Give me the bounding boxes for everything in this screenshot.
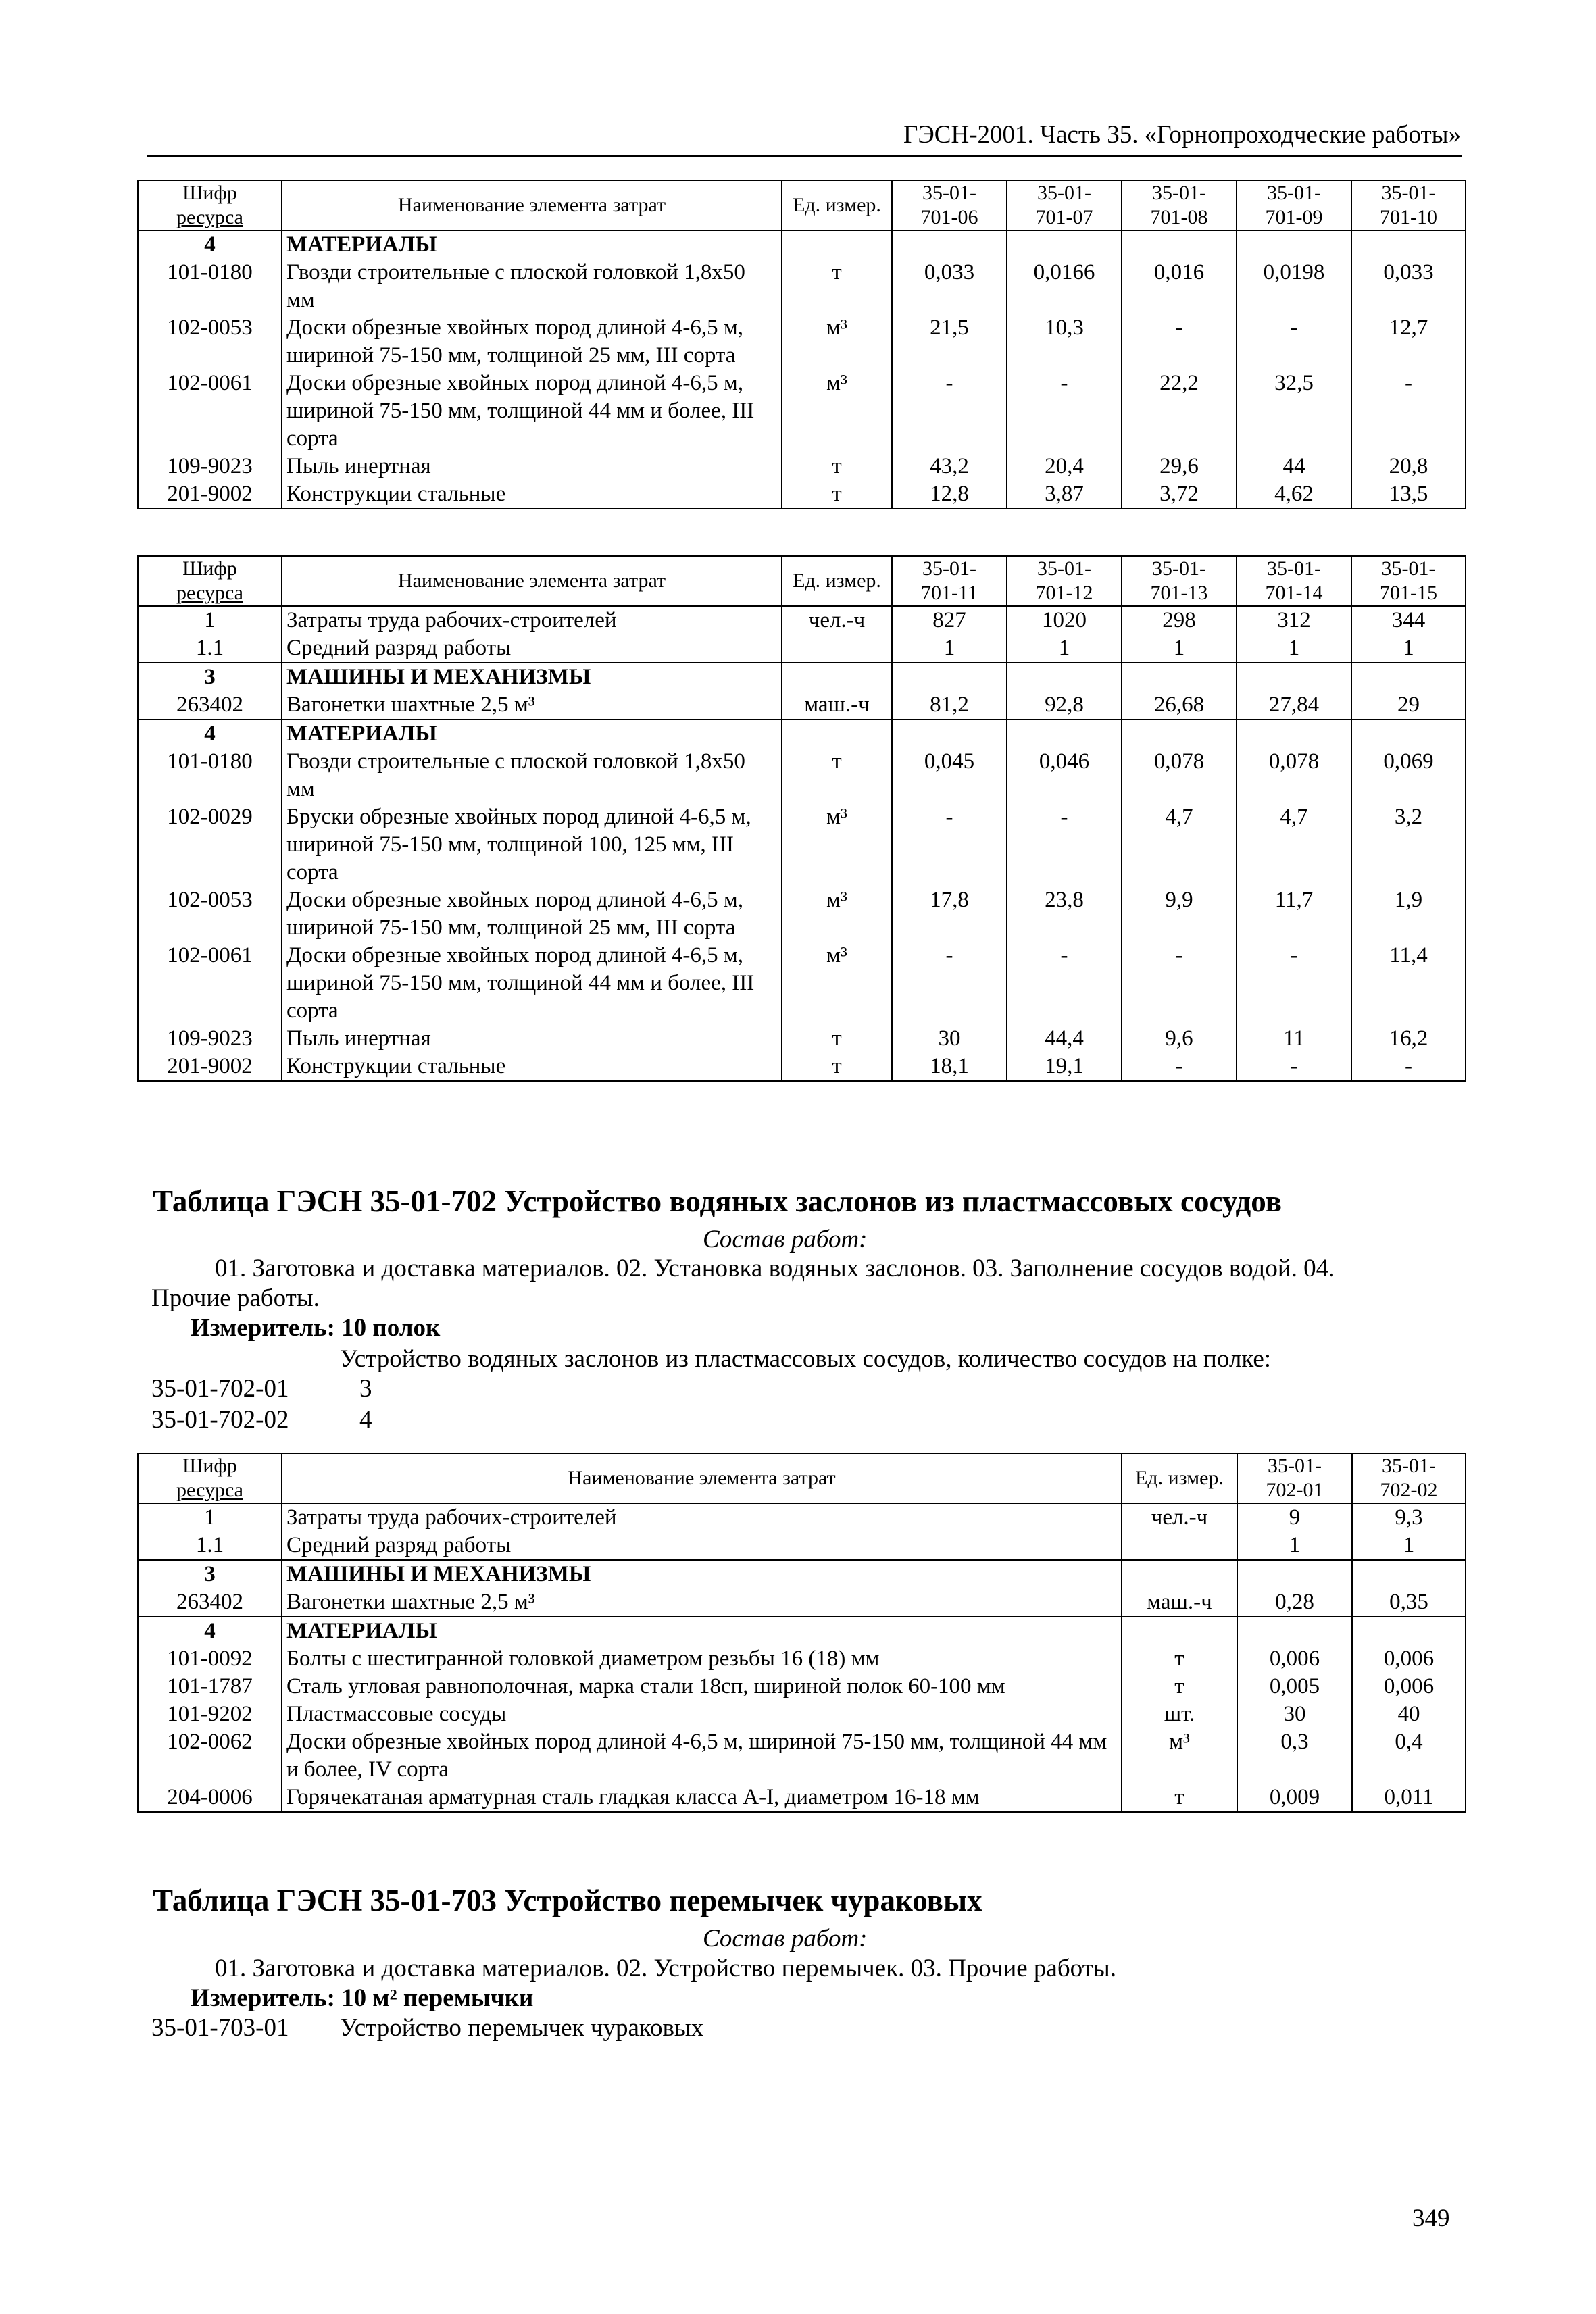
col-header-norm (1007, 180, 1122, 230)
table-row (138, 748, 1466, 803)
col-header-norm-line1: 35-01- (1267, 557, 1321, 580)
cell-unit (1122, 1560, 1237, 1588)
section-703-sostav: Состав работ: (703, 1925, 868, 1953)
table-row (138, 1503, 1466, 1532)
cell-value: 9,6 (1122, 1025, 1237, 1053)
cell-value: 312 (1237, 606, 1351, 634)
cell-value: 0,006 (1237, 1645, 1352, 1673)
cell-value: 3,72 (1122, 480, 1237, 509)
cell-value: - (1007, 803, 1122, 886)
col-header-norm (892, 556, 1007, 606)
col-header-norm-line2: 702-02 (1380, 1479, 1438, 1501)
col-header-norm-line1: 35-01- (1037, 182, 1091, 204)
cell-name: Доски обрезные хвойных пород длиной 4-6,5 м, шириной 75-150 мм, толщиной 44 мм и более, IV сорта (282, 1728, 1122, 1784)
cell-name: Доски обрезные хвойных пород длиной 4-6,5 м, шириной 75-150 мм, толщиной 25 мм, III сорта (282, 886, 782, 942)
table-701-06-10 (137, 180, 1466, 509)
page-number: 349 (1412, 2205, 1450, 2232)
cell-value: 0,3 (1237, 1728, 1352, 1784)
col-header-norm (1237, 556, 1351, 606)
cell-value: 4,7 (1122, 803, 1237, 886)
cell-code: 102-0062 (138, 1728, 282, 1784)
cell-value: 0,009 (1237, 1784, 1352, 1812)
col-header-unit: Ед. измер. (782, 180, 892, 230)
cell-code: 101-9202 (138, 1701, 282, 1728)
cell-name: Горячекатаная арматурная сталь гладкая класса А-I, диаметром 16-18 мм (282, 1784, 1122, 1812)
col-header-norm-line1: 35-01- (1037, 557, 1091, 580)
col-header-code (138, 556, 282, 606)
cell-name: МАТЕРИАЛЫ (282, 230, 782, 259)
cell-value: 13,5 (1351, 480, 1466, 509)
col-header-unit: Ед. измер. (782, 556, 892, 606)
table-row (138, 1673, 1466, 1701)
cell-value: - (1351, 1053, 1466, 1081)
cell-value (892, 663, 1007, 691)
table-row (138, 230, 1466, 259)
cell-value (1237, 230, 1351, 259)
cell-unit: т (782, 259, 892, 314)
cell-value: 298 (1122, 606, 1237, 634)
cell-unit: т (1122, 1673, 1237, 1701)
col-header-norm-line1: 35-01- (1381, 557, 1436, 580)
cell-name: Вагонетки шахтные 2,5 м³ (282, 691, 782, 720)
col-header-norm-line2: 701-08 (1150, 206, 1208, 228)
cell-name: Гвозди строительные с плоской головкой 1,8x50 мм (282, 259, 782, 314)
cell-value: 16,2 (1351, 1025, 1466, 1053)
cell-name: Пыль инертная (282, 1025, 782, 1053)
cell-value: 0,0166 (1007, 259, 1122, 314)
section-702-title: Таблица ГЭСН 35-01-702 Устройство водяных заслонов из пластмассовых сосудов (153, 1184, 1282, 1218)
cell-unit: м³ (782, 886, 892, 942)
cell-value: 9,3 (1352, 1503, 1466, 1532)
table-row (138, 1053, 1466, 1081)
cell-code: 101-0180 (138, 748, 282, 803)
col-header-name: Наименование элемента затрат (282, 180, 782, 230)
section-702-desc: Устройство водяных заслонов из пластмассовых сосудов, количество сосудов на полке: (340, 1345, 1272, 1373)
cell-code: 1 (138, 1503, 282, 1532)
cell-name: Затраты труда рабочих-строителей (282, 1503, 1122, 1532)
col-header-norm (1007, 556, 1122, 606)
cell-name: Гвозди строительные с плоской головкой 1,8x50 мм (282, 748, 782, 803)
table-row (138, 1728, 1466, 1784)
cell-unit: т (782, 480, 892, 509)
table-row (138, 314, 1466, 370)
cell-value: 0,006 (1352, 1673, 1466, 1701)
cell-value: 0,006 (1352, 1645, 1466, 1673)
cell-code: 109-9023 (138, 453, 282, 480)
col-header-norm (1351, 556, 1466, 606)
cell-value: 0,046 (1007, 748, 1122, 803)
cell-code: 102-0061 (138, 942, 282, 1025)
table-row (138, 1784, 1466, 1812)
cell-value: - (1122, 1053, 1237, 1081)
cell-name: Конструкции стальные (282, 1053, 782, 1081)
cell-code: 4 (138, 230, 282, 259)
cell-value: 26,68 (1122, 691, 1237, 720)
cell-value: 11,4 (1351, 942, 1466, 1025)
running-header: ГЭСН-2001. Часть 35. «Горнопроходческие работы» (903, 121, 1461, 149)
col-header-norm-line1: 35-01- (1382, 1455, 1436, 1477)
cell-unit: т (782, 1053, 892, 1081)
cell-code: 3 (138, 663, 282, 691)
cell-code: 101-1787 (138, 1673, 282, 1701)
cell-value (1122, 663, 1237, 691)
table-row (138, 1645, 1466, 1673)
col-header-norm (1351, 180, 1466, 230)
cell-value (1007, 663, 1122, 691)
section-702-item-2-val: 4 (359, 1406, 372, 1434)
cell-value (1237, 1617, 1352, 1645)
cell-unit: т (1122, 1784, 1237, 1812)
col-header-code-line2: ресурса (176, 1479, 243, 1501)
cell-value: - (1237, 314, 1351, 370)
cell-value (1351, 230, 1466, 259)
cell-value: 44 (1237, 453, 1351, 480)
col-header-code (138, 1453, 282, 1503)
cell-code: 101-0092 (138, 1645, 282, 1673)
cell-value (892, 230, 1007, 259)
col-header-norm-line1: 35-01- (1267, 182, 1321, 204)
cell-value (1007, 230, 1122, 259)
cell-unit (782, 720, 892, 748)
cell-code: 3 (138, 1560, 282, 1588)
cell-code: 1 (138, 606, 282, 634)
cell-value: 9,9 (1122, 886, 1237, 942)
col-header-norm-line1: 35-01- (1152, 182, 1206, 204)
cell-code: 102-0053 (138, 886, 282, 942)
col-header-norm-line1: 35-01- (922, 182, 976, 204)
cell-unit: т (782, 453, 892, 480)
cell-value: 1,9 (1351, 886, 1466, 942)
cell-value: 43,2 (892, 453, 1007, 480)
cell-name: МАШИНЫ И МЕХАНИЗМЫ (282, 663, 782, 691)
cell-code: 1.1 (138, 634, 282, 663)
cell-code: 109-9023 (138, 1025, 282, 1053)
cell-unit: м³ (782, 942, 892, 1025)
cell-value: 0,016 (1122, 259, 1237, 314)
section-703-item-desc: Устройство перемычек чураковых (340, 2014, 704, 2042)
cell-value: 9 (1237, 1503, 1352, 1532)
col-header-unit: Ед. измер. (1122, 1453, 1237, 1503)
header-row (138, 180, 1466, 230)
section-702-sostav: Состав работ: (703, 1226, 868, 1253)
cell-value: - (892, 942, 1007, 1025)
cell-code: 101-0180 (138, 259, 282, 314)
cell-unit: м³ (782, 803, 892, 886)
section-702-works-1: 01. Заготовка и доставка материалов. 02. Установка водяных заслонов. 03. Заполнение сосудов водой. 04. (215, 1255, 1335, 1282)
table-row (138, 480, 1466, 509)
cell-unit: м³ (1122, 1728, 1237, 1784)
cell-value: 92,8 (1007, 691, 1122, 720)
cell-value (1352, 1617, 1466, 1645)
col-header-code-line2: ресурса (176, 582, 243, 604)
cell-value: 4,62 (1237, 480, 1351, 509)
table-row (138, 606, 1466, 634)
col-header-norm-line2: 701-06 (920, 206, 978, 228)
cell-name: МАТЕРИАЛЫ (282, 1617, 1122, 1645)
table-row (138, 803, 1466, 886)
cell-code: 102-0029 (138, 803, 282, 886)
cell-unit (782, 230, 892, 259)
col-header-norm-line2: 701-11 (921, 582, 978, 604)
cell-value: 21,5 (892, 314, 1007, 370)
table-row (138, 370, 1466, 453)
cell-value: 0,033 (1351, 259, 1466, 314)
cell-value: - (892, 803, 1007, 886)
cell-value: 0,0198 (1237, 259, 1351, 314)
cell-value: 32,5 (1237, 370, 1351, 453)
col-header-code-line1: Шифр (182, 182, 237, 204)
cell-value: 0,005 (1237, 1673, 1352, 1701)
cell-value: 1 (892, 634, 1007, 663)
cell-unit (782, 663, 892, 691)
col-header-norm-line2: 701-12 (1035, 582, 1093, 604)
col-header-code (138, 180, 282, 230)
table-row (138, 663, 1466, 691)
table-row (138, 1588, 1466, 1617)
header-rule (147, 155, 1462, 157)
cell-code: 4 (138, 720, 282, 748)
cell-name: Болты с шестигранной головкой диаметром резьбы 16 (18) мм (282, 1645, 1122, 1673)
col-header-norm-line2: 701-07 (1035, 206, 1093, 228)
cell-value: 827 (892, 606, 1007, 634)
cell-unit: чел.-ч (782, 606, 892, 634)
table-row (138, 1617, 1466, 1645)
cell-value: 0,4 (1352, 1728, 1466, 1784)
col-header-norm-line1: 35-01- (1152, 557, 1206, 580)
cell-code: 102-0061 (138, 370, 282, 453)
cell-value: 40 (1352, 1701, 1466, 1728)
col-header-norm-line2: 702-01 (1266, 1479, 1324, 1501)
cell-unit: маш.-ч (1122, 1588, 1237, 1617)
cell-value: - (1007, 370, 1122, 453)
cell-value (1237, 1560, 1352, 1588)
header-row (138, 556, 1466, 606)
cell-value: 1 (1237, 1532, 1352, 1560)
table-row (138, 720, 1466, 748)
cell-value: 11 (1237, 1025, 1351, 1053)
section-703-meter: Измеритель: 10 м² перемычки (191, 1984, 534, 2012)
col-header-norm-line1: 35-01- (1268, 1455, 1322, 1477)
cell-value: 1 (1237, 634, 1351, 663)
cell-value: 30 (892, 1025, 1007, 1053)
col-header-norm-line2: 701-14 (1265, 582, 1323, 604)
table-row (138, 1560, 1466, 1588)
table-row (138, 1025, 1466, 1053)
col-header-norm-line1: 35-01- (922, 557, 976, 580)
section-702-item-1-code: 35-01-702-01 (151, 1375, 289, 1403)
cell-value: - (1351, 370, 1466, 453)
section-702-meter: Измеритель: 10 полок (191, 1314, 441, 1342)
col-header-code-line1: Шифр (182, 1455, 237, 1477)
col-header-name: Наименование элемента затрат (282, 1453, 1122, 1503)
cell-name: Конструкции стальные (282, 480, 782, 509)
cell-value: 11,7 (1237, 886, 1351, 942)
cell-name: Доски обрезные хвойных пород длиной 4-6,5 м, шириной 75-150 мм, толщиной 44 мм и более, III сорта (282, 370, 782, 453)
cell-value: 30 (1237, 1701, 1352, 1728)
cell-value: 22,2 (1122, 370, 1237, 453)
table-row (138, 259, 1466, 314)
cell-value: 3,87 (1007, 480, 1122, 509)
table-row (138, 942, 1466, 1025)
col-header-name: Наименование элемента затрат (282, 556, 782, 606)
cell-unit: маш.-ч (782, 691, 892, 720)
cell-value: 81,2 (892, 691, 1007, 720)
section-702-works-2: Прочие работы. (151, 1284, 320, 1312)
cell-code: 102-0053 (138, 314, 282, 370)
cell-unit: т (782, 748, 892, 803)
cell-value: 0,35 (1352, 1588, 1466, 1617)
table-row (138, 1701, 1466, 1728)
col-header-norm-line2: 701-09 (1265, 206, 1323, 228)
col-header-norm-line2: 701-10 (1380, 206, 1437, 228)
cell-value: 20,4 (1007, 453, 1122, 480)
cell-name: Пыль инертная (282, 453, 782, 480)
col-header-code-line2: ресурса (176, 206, 243, 228)
header-row (138, 1453, 1466, 1503)
col-header-norm (1122, 180, 1237, 230)
col-header-norm (1352, 1453, 1466, 1503)
cell-name: Средний разряд работы (282, 634, 782, 663)
cell-value: 344 (1351, 606, 1466, 634)
cell-name: Доски обрезные хвойных пород длиной 4-6,5 м, шириной 75-150 мм, толщиной 44 мм и более, III сорта (282, 942, 782, 1025)
cell-name: Вагонетки шахтные 2,5 м³ (282, 1588, 1122, 1617)
cell-value: 1020 (1007, 606, 1122, 634)
col-header-norm-line2: 701-13 (1150, 582, 1208, 604)
cell-value: - (1007, 942, 1122, 1025)
cell-value: 1 (1122, 634, 1237, 663)
table-702 (137, 1453, 1466, 1813)
cell-value (1352, 1560, 1466, 1588)
cell-value: 19,1 (1007, 1053, 1122, 1081)
cell-value: - (1122, 942, 1237, 1025)
cell-code: 201-9002 (138, 480, 282, 509)
table-row (138, 691, 1466, 720)
cell-name: МАТЕРИАЛЫ (282, 720, 782, 748)
cell-value: 29 (1351, 691, 1466, 720)
cell-value: 1 (1351, 634, 1466, 663)
col-header-norm (1237, 1453, 1352, 1503)
cell-value: 12,7 (1351, 314, 1466, 370)
cell-value: 0,078 (1122, 748, 1237, 803)
cell-value: 0,045 (892, 748, 1007, 803)
cell-value: 17,8 (892, 886, 1007, 942)
col-header-norm-line1: 35-01- (1381, 182, 1436, 204)
cell-value (1237, 663, 1351, 691)
cell-value: 0,033 (892, 259, 1007, 314)
col-header-norm (892, 180, 1007, 230)
cell-value: 0,28 (1237, 1588, 1352, 1617)
cell-value: 44,4 (1007, 1025, 1122, 1053)
cell-unit: м³ (782, 370, 892, 453)
cell-value: 4,7 (1237, 803, 1351, 886)
cell-value (1351, 663, 1466, 691)
section-703-title: Таблица ГЭСН 35-01-703 Устройство перемычек чураковых (153, 1884, 982, 1917)
cell-value: 0,011 (1352, 1784, 1466, 1812)
cell-name: Средний разряд работы (282, 1532, 1122, 1560)
cell-value: 27,84 (1237, 691, 1351, 720)
cell-unit (782, 634, 892, 663)
table-701-11-15 (137, 555, 1466, 1082)
cell-code: 263402 (138, 1588, 282, 1617)
cell-unit: т (1122, 1645, 1237, 1673)
cell-code: 204-0006 (138, 1784, 282, 1812)
cell-name: Доски обрезные хвойных пород длиной 4-6,5 м, шириной 75-150 мм, толщиной 25 мм, III сорта (282, 314, 782, 370)
cell-unit (1122, 1617, 1237, 1645)
cell-value: 18,1 (892, 1053, 1007, 1081)
cell-value: - (1237, 942, 1351, 1025)
cell-value (1237, 720, 1351, 748)
cell-code: 4 (138, 1617, 282, 1645)
cell-name: МАШИНЫ И МЕХАНИЗМЫ (282, 1560, 1122, 1588)
section-703-works-1: 01. Заготовка и доставка материалов. 02. Устройство перемычек. 03. Прочие работы. (215, 1955, 1116, 1982)
table-row (138, 634, 1466, 663)
section-703-item-code: 35-01-703-01 (151, 2014, 289, 2042)
cell-value (1007, 720, 1122, 748)
cell-value: 3,2 (1351, 803, 1466, 886)
cell-value: 0,069 (1351, 748, 1466, 803)
section-702-item-2-code: 35-01-702-02 (151, 1406, 289, 1434)
cell-unit: м³ (782, 314, 892, 370)
col-header-norm (1122, 556, 1237, 606)
cell-name: Затраты труда рабочих-строителей (282, 606, 782, 634)
cell-value: 12,8 (892, 480, 1007, 509)
cell-value (1122, 230, 1237, 259)
table-row (138, 453, 1466, 480)
cell-value: 29,6 (1122, 453, 1237, 480)
cell-code: 201-9002 (138, 1053, 282, 1081)
cell-value (1122, 720, 1237, 748)
col-header-code-line1: Шифр (182, 557, 237, 580)
cell-value: 0,078 (1237, 748, 1351, 803)
cell-value (1351, 720, 1466, 748)
cell-unit: чел.-ч (1122, 1503, 1237, 1532)
cell-value: 23,8 (1007, 886, 1122, 942)
cell-value: 20,8 (1351, 453, 1466, 480)
cell-value: 10,3 (1007, 314, 1122, 370)
cell-name: Сталь угловая равнополочная, марка стали 18сп, шириной полок 60-100 мм (282, 1673, 1122, 1701)
cell-value: - (892, 370, 1007, 453)
cell-value: - (1237, 1053, 1351, 1081)
cell-unit (1122, 1532, 1237, 1560)
cell-value (892, 720, 1007, 748)
cell-name: Бруски обрезные хвойных пород длиной 4-6,5 м, шириной 75-150 мм, толщиной 100, 125 мм, III сорта (282, 803, 782, 886)
table-row (138, 1532, 1466, 1560)
col-header-norm-line2: 701-15 (1380, 582, 1437, 604)
col-header-norm (1237, 180, 1351, 230)
cell-value: 1 (1007, 634, 1122, 663)
cell-value: - (1122, 314, 1237, 370)
section-702-item-1-val: 3 (359, 1375, 372, 1403)
cell-value: 1 (1352, 1532, 1466, 1560)
cell-unit: шт. (1122, 1701, 1237, 1728)
cell-code: 263402 (138, 691, 282, 720)
cell-name: Пластмассовые сосуды (282, 1701, 1122, 1728)
cell-code: 1.1 (138, 1532, 282, 1560)
cell-unit: т (782, 1025, 892, 1053)
table-row (138, 886, 1466, 942)
